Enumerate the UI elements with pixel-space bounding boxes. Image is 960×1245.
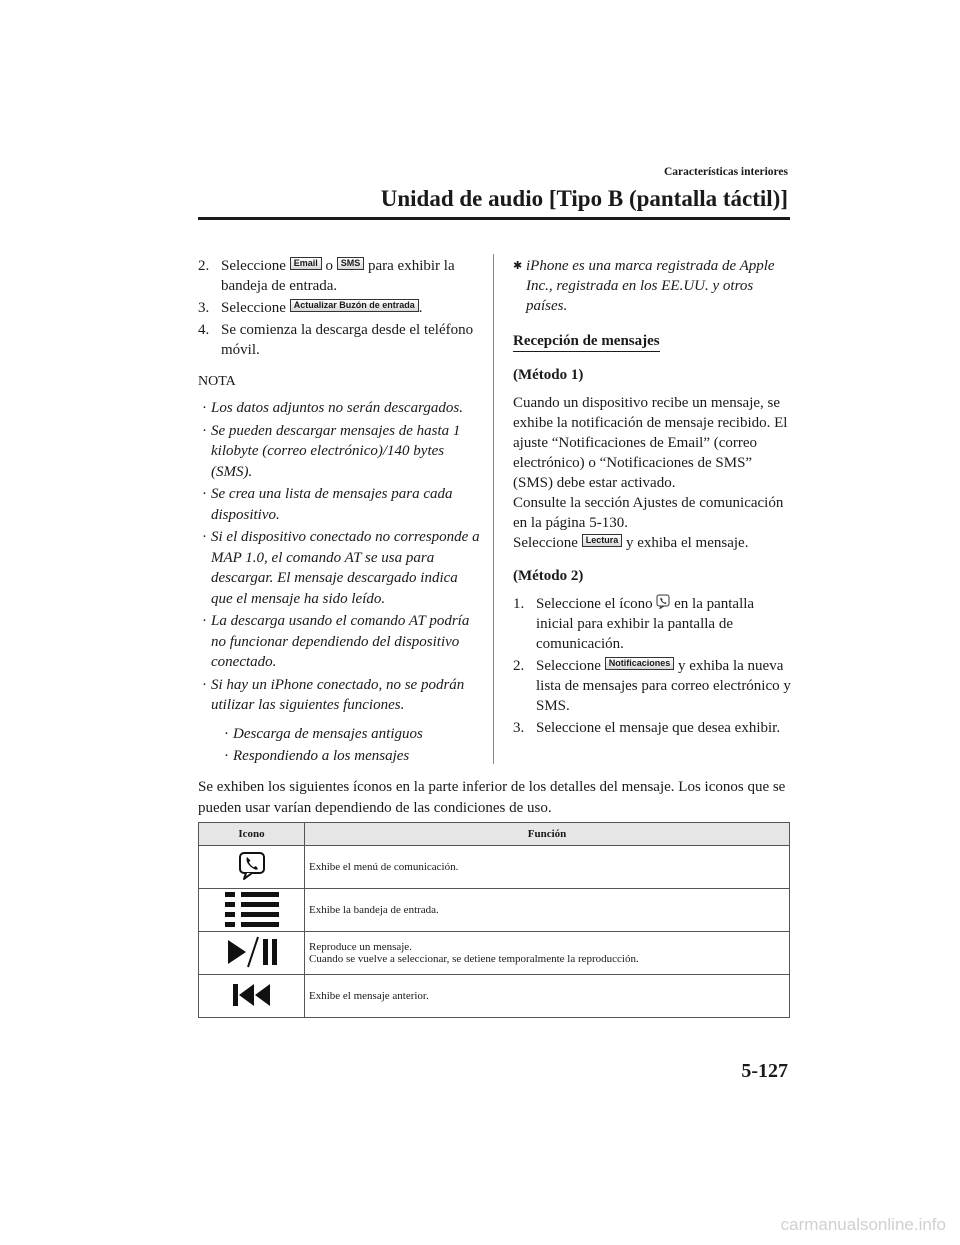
method1-title: (Método 1) bbox=[513, 367, 584, 383]
previous-icon bbox=[230, 982, 274, 1008]
table-header-row bbox=[199, 823, 790, 846]
table-row: Exhibe la bandeja de entrada. bbox=[199, 889, 790, 932]
table-row: Reproduce un mensaje. Cuando se vuelve a seleccionar, se detiene temporalmente la reproducción. bbox=[199, 932, 790, 975]
column-divider bbox=[493, 254, 494, 764]
asterisk-icon: ✱ bbox=[513, 260, 523, 272]
method1-ref: Consulte la sección Ajustes de comunicación en la página 5-130. bbox=[513, 495, 784, 531]
trademark-note: ✱ iPhone es una marca registrada de Apple Inc., registrada en los EE.UU. y otros países. bbox=[513, 258, 775, 314]
method2-title: (Método 2) bbox=[513, 568, 584, 584]
note-bullet: · La descarga usando el comando AT podría no funcionar dependiendo del dispositivo conectado. bbox=[202, 613, 470, 670]
header-icono: Icono bbox=[199, 823, 305, 846]
sub-bullet: · Respondiendo a los mensajes bbox=[224, 748, 410, 764]
m2-step-3: 3. Seleccione el mensaje que desea exhibir. bbox=[513, 720, 781, 736]
list-icon bbox=[223, 890, 281, 928]
section-label: Características interiores bbox=[663, 166, 788, 178]
method1-text: Cuando un dispositivo recibe un mensaje, se exhibe la notificación de mensaje recibido. El ajuste “Notificaciones de Email” (correo electrónico) o “Notificaciones de SMS” (SMS) debe estar activado. bbox=[513, 395, 788, 491]
note-bullet: · Se crea una lista de mensajes para cada dispositivo. bbox=[202, 486, 453, 523]
nota-label: NOTA bbox=[198, 374, 236, 389]
section-title: Recepción de mensajes bbox=[513, 332, 660, 352]
sms-chip: SMS bbox=[337, 257, 365, 270]
sub-bullet: · Descarga de mensajes antiguos bbox=[224, 725, 423, 742]
note-bullet: · Se pueden descargar mensajes de hasta 1 kilobyte (correo electrónico)/140 bytes (SMS). bbox=[202, 422, 461, 480]
lectura-chip: Lectura bbox=[582, 534, 623, 547]
header-rule bbox=[198, 217, 790, 220]
table-row: Exhibe el mensaje anterior. bbox=[199, 975, 790, 1018]
email-chip: Email bbox=[290, 257, 322, 270]
step-3: 3. Seleccione Actualizar Buzón de entrada . bbox=[198, 300, 423, 316]
header-funcion: Función bbox=[305, 823, 790, 846]
update-inbox-chip: Actualizar Buzón de entrada bbox=[290, 299, 419, 312]
right-column bbox=[513, 256, 793, 740]
sub-bullet-list bbox=[198, 724, 483, 767]
phone-icon bbox=[656, 594, 670, 609]
play-pause-icon bbox=[224, 935, 280, 969]
page-number: 5-127 bbox=[741, 1060, 788, 1082]
m2-step-2: 2. Seleccione Notificaciones y exhiba la nueva lista de mensajes para correo electrónico y SMS. bbox=[513, 658, 791, 714]
step-4: 4. Se comienza la descarga desde el teléfono móvil. bbox=[198, 322, 474, 358]
page-title: Unidad de audio [Tipo B (pantalla táctil)] bbox=[380, 186, 788, 211]
left-column bbox=[198, 256, 483, 767]
watermark: carmanualsonline.info bbox=[780, 1215, 946, 1234]
intro-paragraph: Se exhiben los siguientes íconos en la parte inferior de los detalles del mensaje. Los iconos que se pueden usar varían dependiendo de las condiciones de uso. bbox=[198, 779, 786, 816]
note-bullet: · Los datos adjuntos no serán descargados. bbox=[202, 400, 463, 416]
icon-table bbox=[198, 822, 790, 1018]
notificaciones-chip: Notificaciones bbox=[605, 657, 675, 670]
phone-icon bbox=[234, 851, 270, 881]
m2-step-1: 1. Seleccione el ícono en la pantalla inicial para exhibir la pantalla de comunicación. bbox=[513, 596, 755, 652]
table-row: Exhibe el menú de comunicación. bbox=[199, 846, 790, 889]
step-2: 2. Seleccione Email o SMS para exhibir la bandeja de entrada. bbox=[198, 258, 455, 294]
note-bullet: · Si el dispositivo conectado no corresponde a MAP 1.0, el comando AT se usa para descargar. El mensaje descargado indica que el mensaje ha sido leído. bbox=[202, 529, 480, 607]
note-bullet: · Si hay un iPhone conectado, no se podrán utilizar las siguientes funciones. bbox=[202, 676, 465, 713]
method1-select: Seleccione Lectura y exhiba el mensaje. bbox=[513, 535, 749, 551]
